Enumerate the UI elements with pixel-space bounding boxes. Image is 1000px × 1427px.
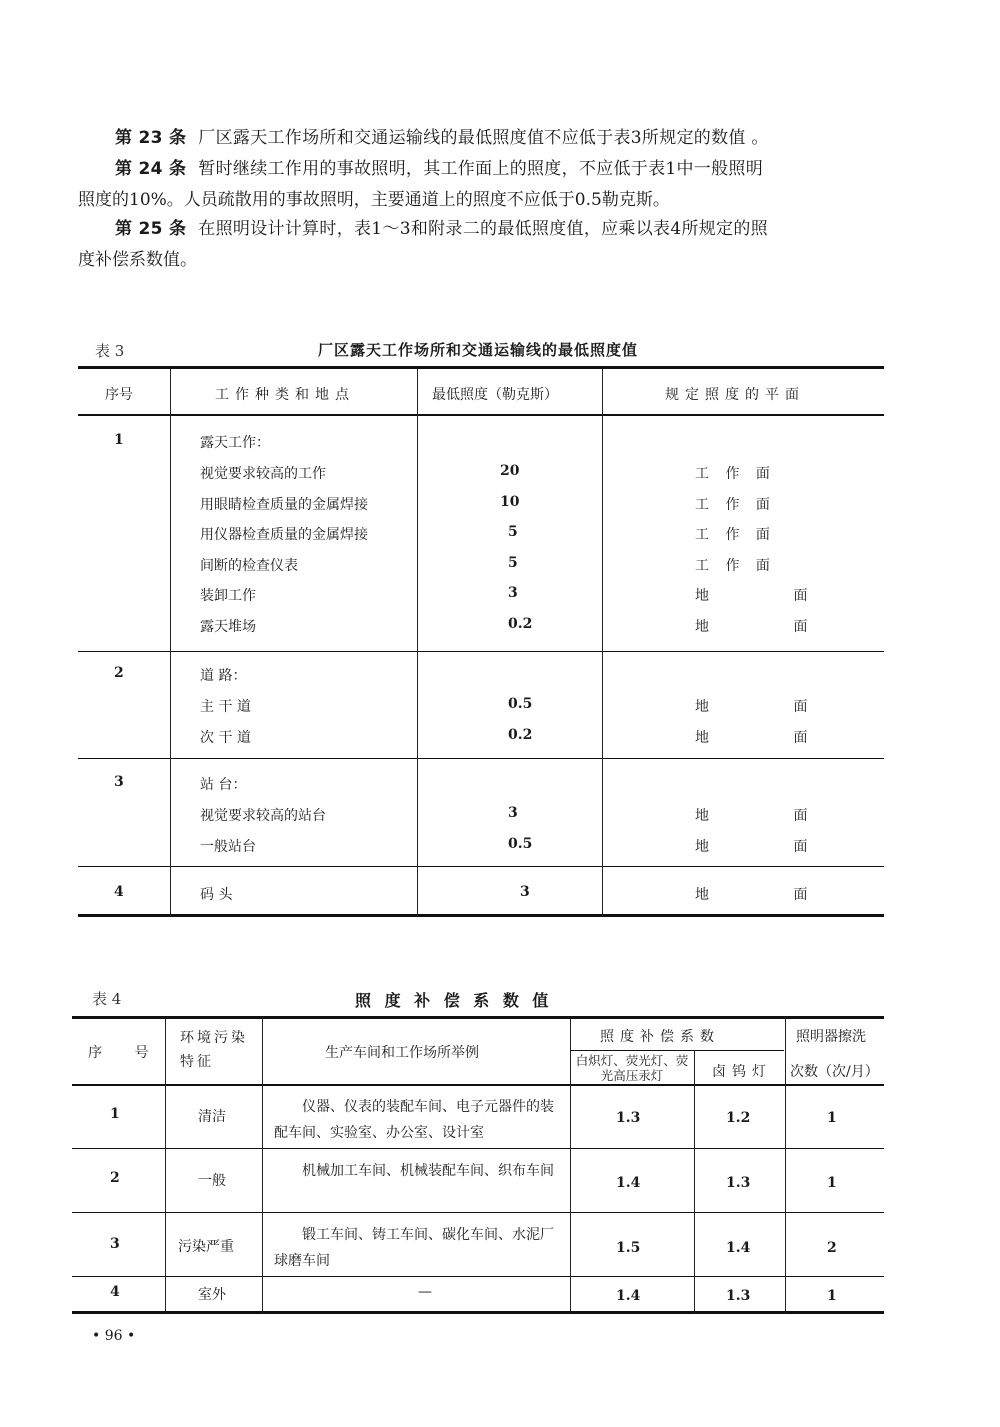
table3-place: 视觉要求较高的工作 — [200, 466, 326, 482]
table3-bottom-rule — [78, 914, 884, 917]
table4-env: 污染严重 — [178, 1239, 234, 1255]
article-24-text: 暂时继续工作用的事故照明，其工作面上的照度，不应低于表1中一般照明 — [198, 159, 764, 179]
table3-lux: 0.5 — [508, 696, 533, 712]
table4-col-divider — [570, 1018, 571, 1313]
table3-lux: 20 — [500, 463, 520, 479]
table3-plane: 地 面 — [695, 887, 848, 903]
table4-factor2: 1.2 — [726, 1110, 751, 1126]
table3-group-no: 4 — [114, 884, 124, 900]
table3-group-heading: 码 头 — [200, 887, 233, 903]
table4-example: 仪器、仪表的装配车间、电子元器件的装配车间、实验室、办公室、设计室 — [274, 1099, 554, 1141]
table4-example: 锻工车间、铸工车间、碳化车间、水泥厂球磨车间 — [274, 1227, 554, 1269]
table4-factor2: 1.3 — [726, 1175, 751, 1191]
table3-place: 用眼睛检查质量的金属焊接 — [200, 497, 368, 513]
table4-header-lamp2: 卤钨灯 — [712, 1064, 772, 1080]
table3-group-heading: 站 台： — [200, 777, 247, 793]
table3-place: 用仪器检查质量的金属焊接 — [200, 527, 368, 543]
article-23 — [115, 122, 890, 154]
table4-clean: 1 — [827, 1288, 837, 1304]
table4-clean: 2 — [827, 1240, 837, 1256]
table3-row-divider — [78, 651, 884, 652]
table4-factor1: 1.4 — [616, 1175, 641, 1191]
table4-no: 1 — [110, 1106, 120, 1122]
table3-plane: 工 作 面 — [695, 497, 776, 513]
table4-env: 一般 — [198, 1173, 226, 1189]
table4-no: 4 — [110, 1284, 120, 1300]
table4-top-rule — [72, 1016, 884, 1019]
table4-row-divider — [72, 1276, 884, 1277]
table3-group-no: 2 — [114, 665, 124, 681]
table3-lux: 5 — [508, 524, 518, 540]
table3-place: 次 干 道 — [200, 730, 251, 746]
table4-header-lamp1: 白炽灯、荧光灯、荧光高压汞灯 — [575, 1053, 689, 1083]
table3-place: 间断的检查仪表 — [200, 558, 298, 574]
table4-header-clean: 照明器擦洗 — [796, 1029, 866, 1045]
table4-example: 机械加工车间、机械装配车间、织布车间 — [302, 1163, 554, 1179]
article-23-number: 第 23 条 — [115, 128, 187, 148]
table4-factor1: 1.5 — [616, 1240, 641, 1256]
table3-plane: 工 作 面 — [695, 527, 776, 543]
table3-lux: 3 — [508, 805, 518, 821]
article-25-text: 在照明设计计算时，表1～3和附录二的最低照度值，应乘以表4所规定的照 — [198, 219, 768, 239]
table4-header-rule — [72, 1084, 884, 1086]
table3-plane: 地 面 — [695, 588, 848, 604]
table4-env: 室外 — [198, 1287, 226, 1303]
table4-env: 清洁 — [198, 1109, 226, 1125]
table3-lux: 0.2 — [508, 727, 533, 743]
table3-col-divider — [170, 368, 171, 916]
table3-place: 一般站台 — [200, 839, 256, 855]
table3-title: 厂区露天工作场所和交通运输线的最低照度值 — [318, 341, 639, 359]
table4-title: 照 度 补 偿 系 数 值 — [355, 991, 553, 1010]
table3-group-heading: 露天工作： — [200, 435, 270, 451]
table3-lux: 5 — [508, 555, 518, 571]
table4-factor1: 1.4 — [616, 1288, 641, 1304]
table3-lux: 10 — [500, 494, 520, 510]
table3-lux: 0.2 — [508, 616, 533, 632]
table3-header-lux: 最低照度（勒克斯） — [432, 387, 558, 403]
table3-place: 视觉要求较高的站台 — [200, 808, 326, 824]
table3-lux: 3 — [508, 585, 518, 601]
table3-lux: 0.5 — [508, 836, 533, 852]
table3-group-no: 1 — [114, 432, 124, 448]
table4-header-no: 序 号 — [88, 1045, 163, 1061]
table3-col-divider — [417, 368, 418, 916]
table4-bottom-rule — [72, 1311, 884, 1314]
table3-group-no: 3 — [114, 774, 124, 790]
page-number: • 96 • — [92, 1328, 136, 1344]
table3-plane: 地 面 — [695, 699, 848, 715]
table4-no: 2 — [110, 1170, 120, 1186]
table3-plane: 工 作 面 — [695, 466, 776, 482]
table3-place: 主 干 道 — [200, 699, 251, 715]
table3-plane: 地 面 — [695, 839, 848, 855]
table4-clean: 1 — [827, 1175, 837, 1191]
table3-label: 表 3 — [95, 342, 125, 360]
table4-row-divider — [72, 1212, 884, 1213]
table4-factor1: 1.3 — [616, 1110, 641, 1126]
table3-top-rule — [78, 366, 884, 369]
table3-header-plane: 规定照度的平面 — [665, 387, 805, 403]
table4-col-divider — [262, 1018, 263, 1313]
table4-subheader-rule — [570, 1050, 784, 1051]
table4-factor2: 1.4 — [726, 1240, 751, 1256]
table3-place: 装卸工作 — [200, 588, 256, 604]
article-23-text: 厂区露天工作场所和交通运输线的最低照度值不应低于表3所规定的数值 。 — [198, 128, 769, 148]
table3-place: 露天堆场 — [200, 619, 256, 635]
table4-col-divider — [694, 1050, 695, 1313]
table4-clean: 1 — [827, 1110, 837, 1126]
table4-header-factor: 照度补偿系数 — [600, 1029, 720, 1045]
table3-lux: 3 — [520, 884, 530, 900]
table4-col-divider — [785, 1018, 786, 1313]
article-24-continuation: 照度的10%。人员疏散用的事故照明，主要通道上的照度不应低于0.5勒克斯。 — [78, 190, 670, 210]
table4-header-example: 生产车间和工作场所举例 — [325, 1045, 479, 1061]
table4-factor2: 1.3 — [726, 1288, 751, 1304]
article-25-continuation: 度补偿系数值。 — [78, 250, 197, 270]
article-24-number: 第 24 条 — [115, 159, 187, 179]
table3-header-no: 序号 — [105, 387, 133, 403]
table3-group-heading: 道 路： — [200, 668, 247, 684]
table4-col-divider — [165, 1018, 166, 1313]
table3-col-divider — [602, 368, 603, 916]
table3-header-place: 工作种类和地点 — [215, 387, 355, 403]
table3-plane: 地 面 — [695, 619, 848, 635]
article-24 — [115, 153, 890, 185]
table3-row-divider — [78, 866, 884, 867]
table4-row-divider — [72, 1148, 884, 1149]
table4-no: 3 — [110, 1236, 120, 1252]
article-25-number: 第 25 条 — [115, 219, 187, 239]
table3-plane: 地 面 — [695, 808, 848, 824]
table4-header-clean-unit: 次数（次/月） — [790, 1064, 879, 1080]
table3-row-divider — [78, 758, 884, 759]
article-25 — [115, 213, 890, 245]
table3-header-rule — [78, 414, 884, 416]
table4-example: — — [418, 1284, 432, 1300]
table4-label: 表 4 — [92, 990, 122, 1008]
table4-header-env: 环境污染特征 — [180, 1030, 248, 1070]
table3-plane: 地 面 — [695, 730, 848, 746]
table3-plane: 工 作 面 — [695, 558, 776, 574]
